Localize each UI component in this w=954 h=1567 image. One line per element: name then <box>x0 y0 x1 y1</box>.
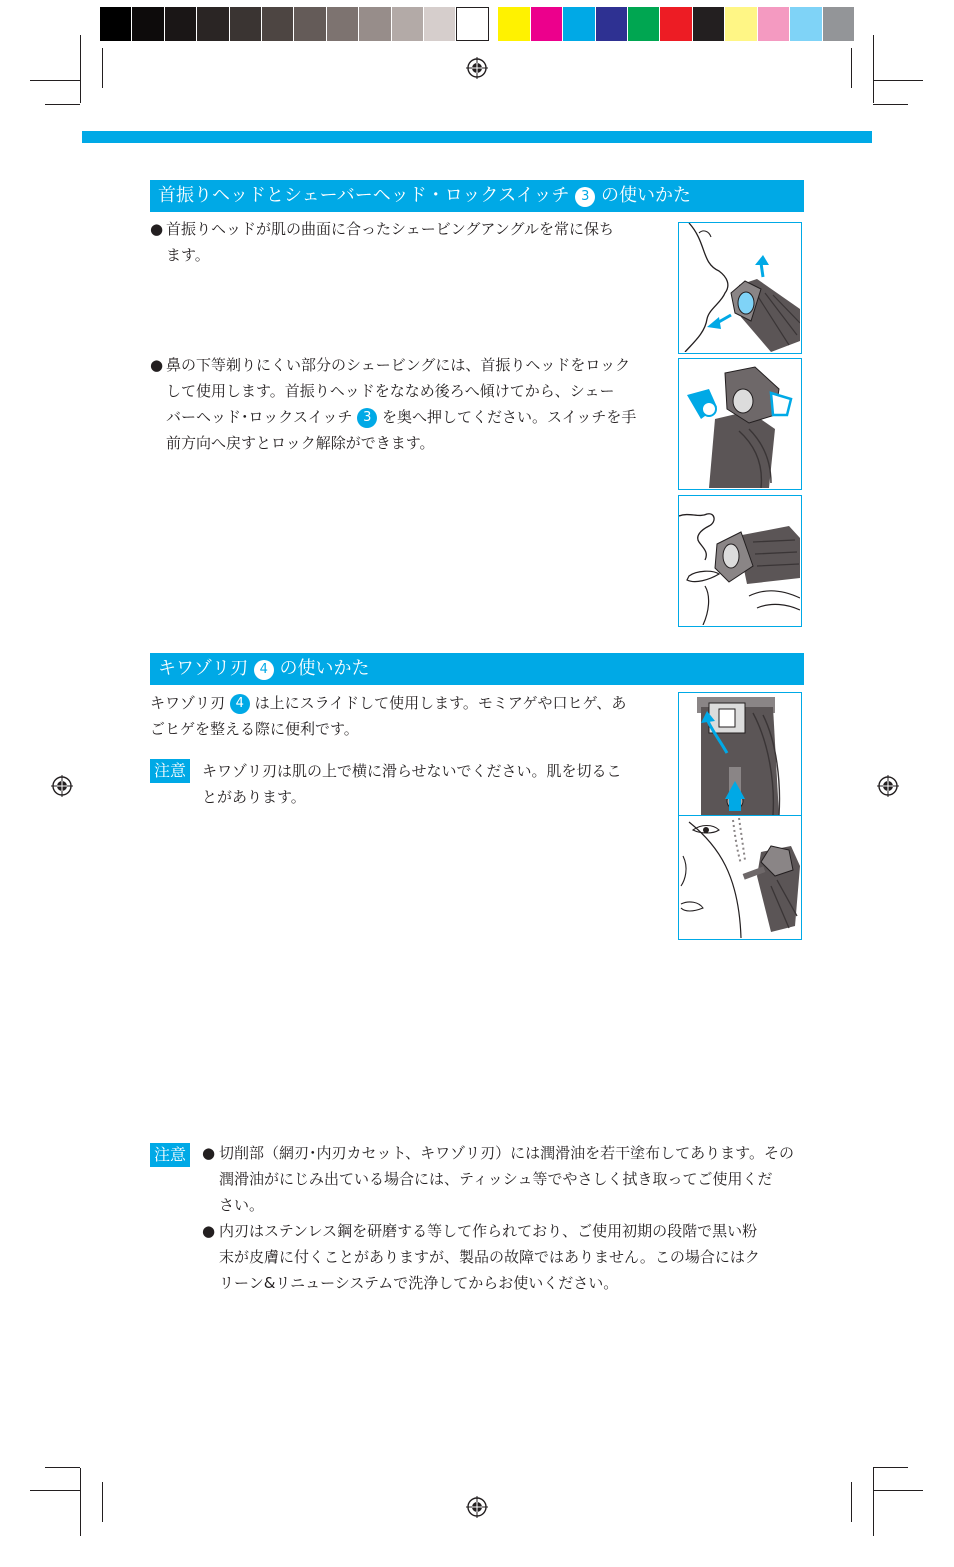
crop-mark <box>851 1482 852 1522</box>
color-swatch <box>693 7 725 41</box>
text-line: 切削部（網刃･内刃カセット、キワゾリ刃）には潤滑油を若干塗布してあります。その <box>219 1144 794 1162</box>
registration-mark-icon <box>466 57 488 79</box>
color-swatch <box>563 7 595 41</box>
text-line: ごヒゲを整える際に便利です。 <box>150 720 359 738</box>
heading-text: の使いかた <box>600 185 691 206</box>
bullet: ● <box>150 356 164 374</box>
illustration-under-nose <box>678 495 802 627</box>
crop-mark <box>45 104 80 105</box>
text-line: とがあります。 <box>202 788 306 806</box>
text-line: を奥へ押してください。スイッチを手 <box>382 408 637 426</box>
crop-mark <box>873 104 908 105</box>
color-swatch <box>359 7 391 41</box>
color-bar-gap <box>489 7 499 41</box>
text-line: 内刃はステンレス鋼を研磨する等して作られており、ご使用初期の段階で黒い粉 <box>219 1222 758 1240</box>
illustration-pivot-head-face <box>678 222 802 354</box>
number-badge: 4 <box>230 694 250 714</box>
color-swatch <box>230 7 262 41</box>
color-swatch <box>294 7 326 41</box>
color-swatch <box>197 7 229 41</box>
color-swatch <box>596 7 628 41</box>
crop-mark <box>102 48 103 88</box>
color-swatch <box>262 7 294 41</box>
text-line: して使用します。首振りヘッドをななめ後ろへ傾けてから、シェー <box>166 382 615 400</box>
number-badge: 4 <box>254 660 274 680</box>
heading-text: の使いかた <box>279 658 370 679</box>
crop-mark <box>873 1490 923 1491</box>
illustration-lock-switch <box>678 358 802 490</box>
crop-mark <box>80 1468 81 1536</box>
heading-text: 首振りヘッドとシェーバーヘッド・ロックスイッチ <box>158 185 570 206</box>
number-badge: 3 <box>357 408 377 428</box>
caution-lubricant <box>150 1140 810 1296</box>
color-swatch <box>165 7 197 41</box>
text-line: 潤滑油がにじみ出ている場合には、ティッシュ等でやさしく拭き取ってご使用くだ <box>219 1170 773 1188</box>
crop-mark <box>873 80 923 81</box>
caution-label: 注意 <box>150 1143 190 1167</box>
color-swatch <box>456 7 488 41</box>
paragraph-pivot-angle <box>150 216 660 268</box>
number-badge: 3 <box>575 187 595 207</box>
text-line: キワゾリ刃 <box>150 694 226 712</box>
color-swatch <box>790 7 822 41</box>
illustration-trimmer-slide <box>678 692 802 817</box>
crop-mark <box>873 35 874 103</box>
color-swatch <box>531 7 563 41</box>
color-swatch <box>100 7 132 41</box>
paragraph-trimmer <box>150 690 660 742</box>
crop-mark <box>30 1490 80 1491</box>
caution-label: 注意 <box>150 759 190 783</box>
text-line: ます。 <box>166 246 210 264</box>
text-line: 首振りヘッドが肌の曲面に合ったシェービングアングルを常に保ち <box>166 220 615 238</box>
color-swatch <box>498 7 530 41</box>
registration-mark-icon <box>51 775 73 797</box>
bullet: ● <box>150 220 164 238</box>
text-line: 末が皮膚に付くことがありますが、製品の故障ではありません。この場合にはク <box>219 1248 760 1266</box>
text-line: キワゾリ刃は肌の上で横に滑らせないでください。肌を切るこ <box>202 762 622 780</box>
text-line: リーン&リニューシステムで洗浄してからお使いください。 <box>219 1274 619 1292</box>
section-heading-trimmer <box>150 653 804 685</box>
crop-mark <box>80 35 81 103</box>
color-swatch <box>823 7 855 41</box>
paragraph-lock-switch <box>150 352 660 456</box>
color-swatch <box>132 7 164 41</box>
print-color-bar <box>100 7 855 41</box>
crop-mark <box>873 1468 874 1536</box>
bullet: ● <box>202 1222 216 1240</box>
color-swatch <box>660 7 692 41</box>
color-swatch <box>628 7 660 41</box>
color-swatch <box>725 7 757 41</box>
section-heading-pivot-head <box>150 180 804 212</box>
text-line: さい。 <box>219 1196 265 1214</box>
crop-mark <box>30 80 80 81</box>
color-swatch <box>327 7 359 41</box>
caution-trimmer <box>150 758 670 810</box>
crop-mark <box>45 1467 80 1468</box>
color-swatch <box>424 7 456 41</box>
text-line: バーヘッド･ロックスイッチ <box>166 408 353 426</box>
color-swatch <box>758 7 790 41</box>
color-swatch <box>392 7 424 41</box>
heading-text: キワゾリ刃 <box>158 658 248 679</box>
bullet: ● <box>202 1144 216 1162</box>
crop-mark <box>873 1467 908 1468</box>
registration-mark-icon <box>877 775 899 797</box>
registration-mark-icon <box>466 1496 488 1518</box>
text-line: 前方向へ戻すとロック解除ができます。 <box>166 434 435 452</box>
top-accent-band <box>82 131 872 143</box>
text-line: 鼻の下等剃りにくい部分のシェービングには、首振りヘッドをロック <box>166 356 631 374</box>
illustration-trimmer-sideburn <box>678 815 802 940</box>
text-line: は上にスライドして使用します。モミアゲや口ヒゲ、あ <box>254 694 627 712</box>
crop-mark <box>851 48 852 88</box>
crop-mark <box>102 1482 103 1522</box>
